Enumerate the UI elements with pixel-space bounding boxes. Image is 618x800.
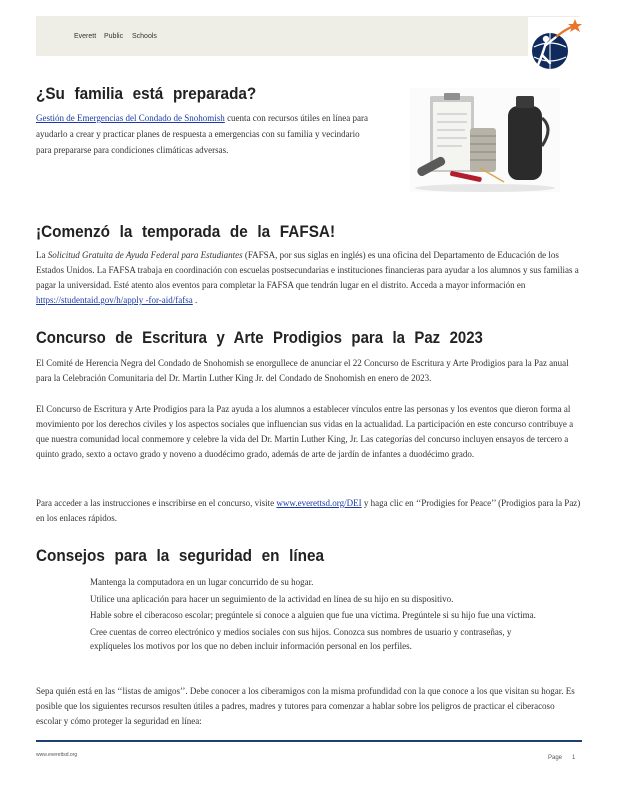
paragraph-prepared <box>36 110 368 158</box>
section-title-safety: Consejos para la seguridad en línea <box>36 546 325 565</box>
list-item <box>72 608 552 623</box>
link-studentaid[interactable]: https://studentaid.gov/h/apply -for-aid/fafsa <box>36 295 193 305</box>
safety-tip-text: Utilice una aplicación para hacer un seguimiento de la actividad en línea de su hijo en su dispositivo. <box>90 593 454 604</box>
paragraph-fafsa-end: . <box>192 295 198 305</box>
footer-page-number <box>548 755 575 761</box>
fafsa-full-name: Solicitud Gratuita de Ayuda Federal para Estudiantes <box>47 250 243 260</box>
list-item <box>72 592 552 607</box>
list-item <box>72 575 552 590</box>
section-title-contest: Concurso de Escritura y Arte Prodigios para la Paz 2023 <box>36 328 483 347</box>
header-link-schools[interactable]: Schools <box>132 33 157 40</box>
safety-tip-text: Cree cuentas de correo electrónico y medios sociales con sus hijos. Conozca sus nombres de usuario y contraseñas, y explíqueles los motivos por los que no deben incluir información personal en los perfiles. <box>90 626 512 651</box>
safety-tip-text: Hable sobre el ciberacoso escolar; pregúntele si conoce a alguien que fue una víctima. Pregúntele si su hijo fue una víctima. <box>90 610 536 620</box>
header-link-public[interactable]: Public <box>104 33 124 40</box>
safety-tip-text: Mantenga la computadora en un lugar concurrido de su hogar. <box>90 577 314 587</box>
paragraph-contest-2: El Concurso de Escritura y Arte Prodigios para la Paz ayuda a los alumnos a establecer vínculos entre las personas y los eventos que dieron forma al movimiento por los derechos civiles y los aspectos sociales que influencian sus vidas en la actualidad. La participación en este concurso contribuye a que nuestra comunidad local conmemore y celebre la vida del Dr. Martin Luther King, Jr. Las categorías del concurso incluyen ensayos de tercero a quinto grado, sexto a octavo grado y noveno a duodécimo grado, además de arte de jardín de infantes a duodécimo grado. <box>36 404 574 459</box>
list-item <box>72 625 552 654</box>
paragraph-contest-3 <box>36 496 582 526</box>
footer-page-label: Page <box>548 755 563 761</box>
link-everettsd-dei[interactable]: www.everettsd.org/DEI <box>276 498 362 508</box>
footer-page-value: 1 <box>572 755 576 761</box>
footer-website[interactable]: www.everettsd.org <box>36 752 78 758</box>
footer-rule <box>36 740 582 742</box>
paragraph-fafsa-text: (FAFSA, por sus siglas en inglés) es una oficina del Departamento de Educación de los Estados Unidos. La FAFSA trabaja en coordinación con escuelas postsecundarias e instituciones financieras para ayudar a los alumnos y sus familias a pagar la universidad. Esté atento alos eventos para completar la FAFSA que tendrán lugar en el distrito. Acceda a mayor información en <box>36 250 579 290</box>
paragraph-safety-closing: Sepa quién está en las ‘‘listas de amigos’’. Debe conocer a los ciberamigos con la misma profundidad con la que conoce a los que visitan su hogar. Es posible que los siguientes recursos resulten útiles a padres, madres y tutores para comenzar a hablar sobre los peligros de practicar el ciberacoso escolar y cómo proteger la seguridad en línea: <box>36 686 575 726</box>
paragraph-contest-1: El Comité de Herencia Negra del Condado de Snohomish se enorgullece de anunciar el 22 Concurso de Escritura y Arte Prodigios para la Paz anual para la Celebración Comunitaria del Dr. Martin Luther King Jr. del Condado de Snohomish en enero de 2023. <box>36 358 569 383</box>
paragraph-fafsa <box>36 248 582 308</box>
link-emergency-management[interactable]: Gestión de Emergencias del Condado de Snohomish <box>36 113 225 123</box>
paragraph-prepared-text: cuenta con recursos útiles en línea para ayudarlo a crear y practicar planes de respuesta a emergencias con su familia y vecindario para prepararse para condiciones climáticas adversas. <box>36 113 368 155</box>
paragraph-fafsa-intro: La <box>36 250 48 260</box>
school-district-logo <box>528 17 582 75</box>
paragraph-contest-3-post: y haga clic en ‘‘Prodigies for Peace’’ (Prodigios para la Paz) en los enlaces rápidos. <box>36 498 581 523</box>
section-title-fafsa: ¡Comenzó la temporada de la FAFSA! <box>36 222 336 241</box>
paragraph-contest-3-pre: Para acceder a las instrucciones e inscribirse en el concurso, visite <box>36 498 277 508</box>
header-link-everett[interactable]: Everett <box>74 33 97 40</box>
section-title-prepared: ¿Su familia está preparada? <box>36 84 257 103</box>
emergency-kit-photo <box>410 88 560 192</box>
safety-tips-list <box>72 575 552 656</box>
